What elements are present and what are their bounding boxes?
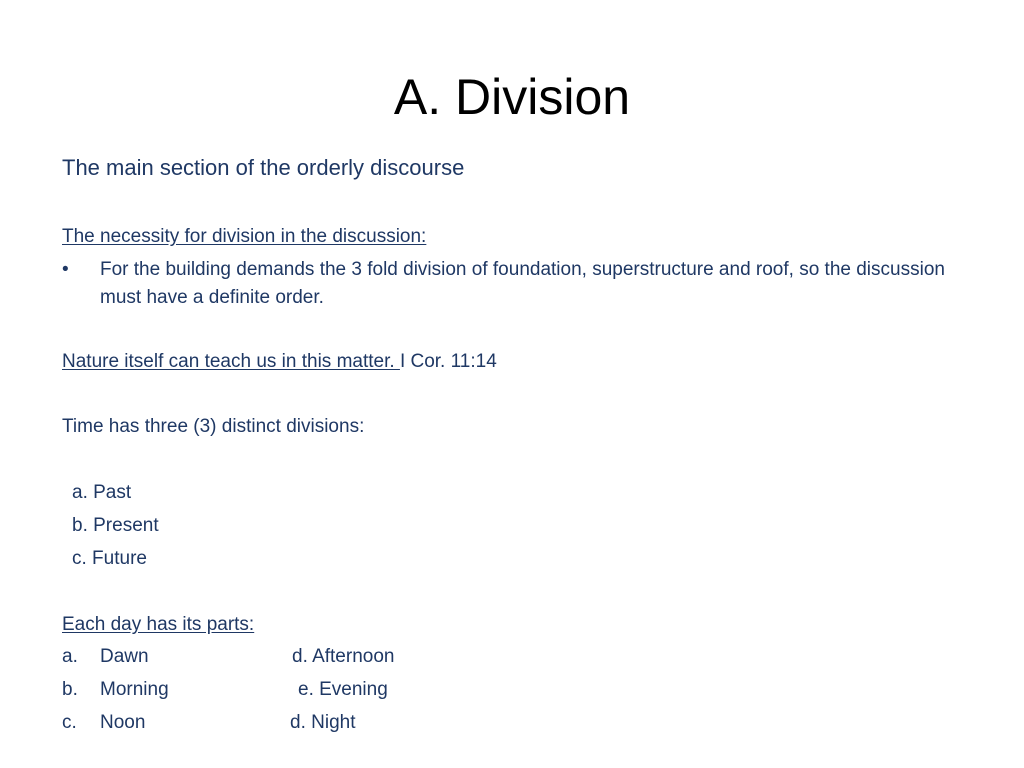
time-item-present: b. Present xyxy=(72,515,159,536)
day-part-right: d. Night xyxy=(290,712,356,733)
day-part-left: Dawn xyxy=(100,646,149,667)
day-marker: b. xyxy=(62,679,78,700)
bullet-symbol: • xyxy=(62,259,69,280)
subtitle: The main section of the orderly discourse xyxy=(62,155,465,180)
day-heading: Each day has its parts: xyxy=(62,614,255,635)
time-item-future: c. Future xyxy=(72,548,147,569)
day-marker: a. xyxy=(62,646,78,667)
day-part-right: d. Afternoon xyxy=(292,646,395,667)
time-item-past: a. Past xyxy=(72,482,132,503)
slide-title: A. Division xyxy=(393,69,631,125)
scripture-reference: I Cor. 11:14 xyxy=(399,351,497,372)
day-marker: c. xyxy=(62,712,77,733)
nature-statement: Nature itself can teach us in this matter. xyxy=(62,351,400,372)
day-part-left: Morning xyxy=(100,679,169,700)
bullet-text: For the building demands the 3 fold division of foundation, superstructure and roof, so the discussion must have a definite order. xyxy=(100,259,945,308)
day-part-right: e. Evening xyxy=(298,679,388,700)
time-heading: Time has three (3) distinct divisions: xyxy=(62,416,365,437)
day-part-left: Noon xyxy=(100,712,146,733)
necessity-heading: The necessity for division in the discussion: xyxy=(62,226,427,247)
nature-line xyxy=(62,349,497,375)
